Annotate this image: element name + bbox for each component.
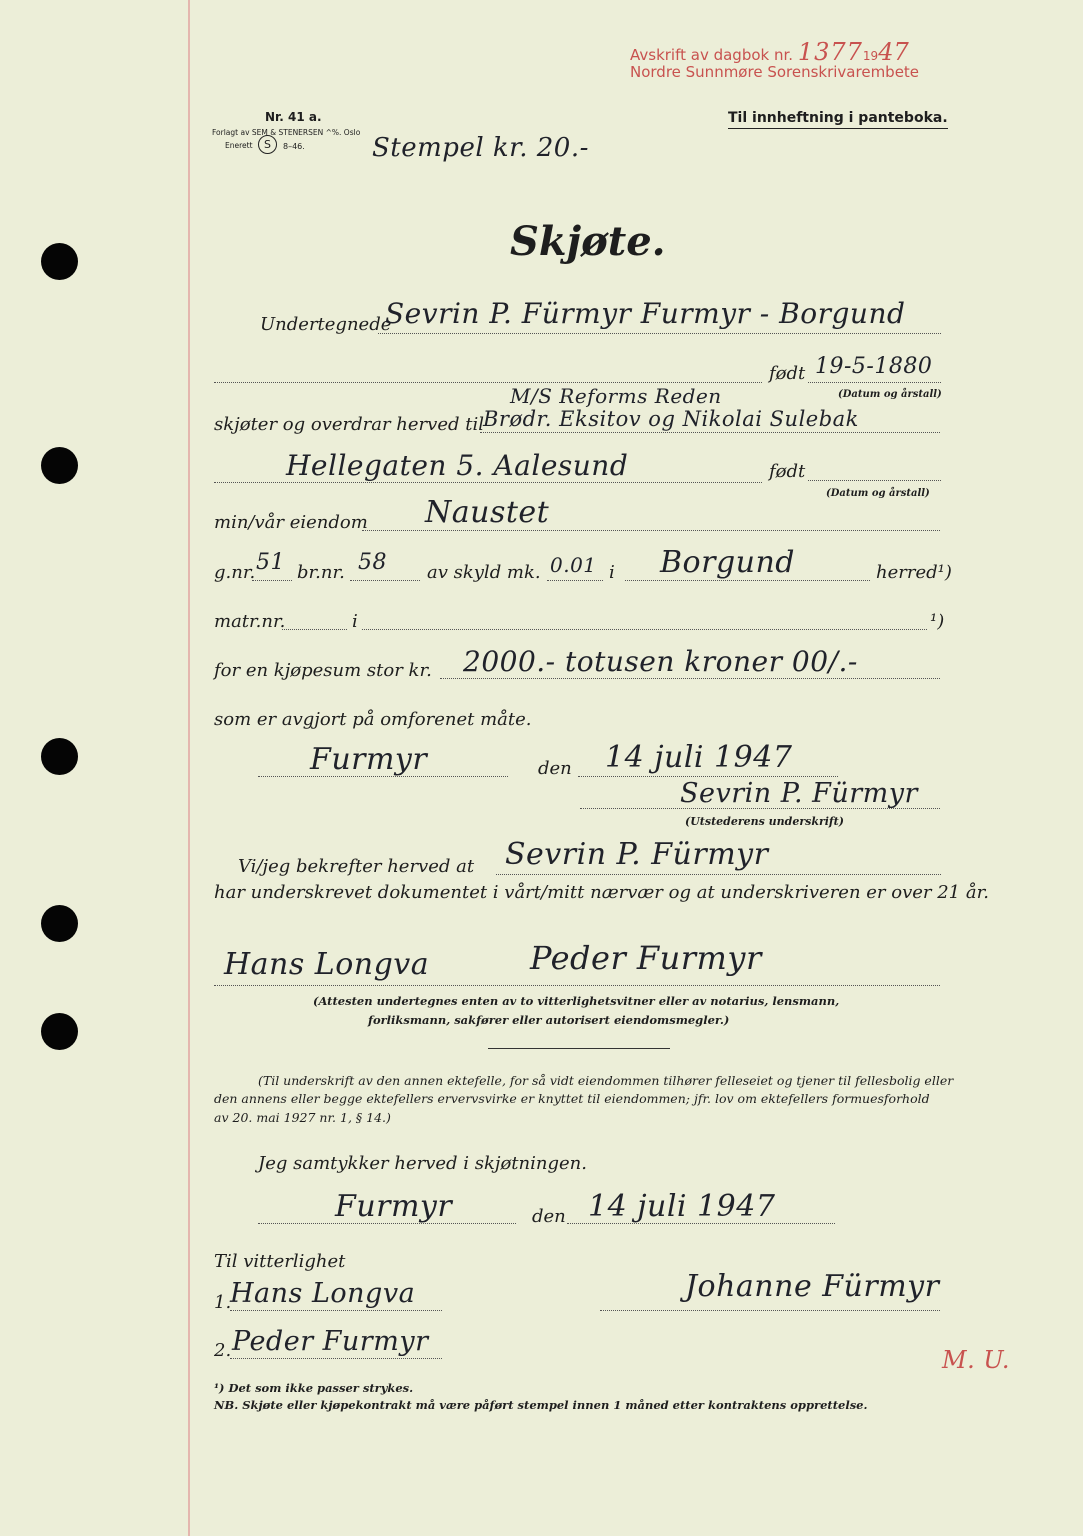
dotted-line (252, 580, 292, 581)
dotted-line (214, 382, 762, 383)
i-label: i (609, 562, 615, 583)
eiendom-label: min/vår eiendom (214, 512, 368, 533)
punch-hole (41, 905, 78, 942)
dotted-line (362, 530, 940, 531)
consent-witness1: Hans Longva (230, 1278, 416, 1309)
attest-note2: forliksmann, sakfører eller autorisert eiendomsmegler.) (368, 1013, 730, 1027)
dotted-line (578, 776, 838, 777)
witness2-signature: Peder Furmyr (530, 939, 762, 977)
attest-note1: (Attesten undertegnes enten av to vitterlighetsvitner eller av notarius, lensmann, (313, 994, 840, 1008)
den-label: den (538, 758, 572, 779)
fodt-label: født (769, 363, 806, 384)
property-name: Naustet (425, 495, 550, 530)
dotted-line (378, 333, 941, 334)
witness-num-1: 1. (214, 1292, 232, 1313)
dotted-line (282, 629, 347, 630)
dotted-line (214, 985, 940, 986)
form-edition: 8–46. (283, 142, 305, 151)
witness-num-2: 2. (214, 1340, 232, 1361)
dotted-line (214, 482, 762, 483)
dotted-line (808, 480, 941, 481)
section-divider (488, 1048, 670, 1049)
dotted-line (600, 1310, 940, 1311)
form-number: Nr. 41 a. (265, 110, 322, 124)
skjoter-label: skjøter og overdrar herved til (214, 414, 484, 435)
spouse-note1: (Til underskrift av den annen ektefelle, for så vidt eiendommen tilhører felleseiet og tjener til fellesbolig eller (258, 1073, 954, 1088)
undertegnede-label: Undertegnede (260, 314, 392, 335)
brnr-value: 58 (358, 550, 387, 575)
dotted-line (480, 432, 940, 433)
dotted-line (230, 1358, 442, 1359)
sign-date: 14 juli 1947 (605, 740, 793, 775)
binding-note: Til innheftning i panteboka. (728, 110, 948, 129)
attest-name: Sevrin P. Fürmyr (505, 837, 769, 872)
fodt-label-2: født (769, 461, 806, 482)
seller-birthdate: 19-5-1880 (815, 354, 933, 379)
herred-label: herred¹) (876, 562, 952, 583)
sign-place: Furmyr (310, 742, 428, 777)
spouse-signature: Johanne Fürmyr (685, 1269, 940, 1304)
punch-hole (41, 738, 78, 775)
registry-stamp-line1: Avskrift av dagbok nr. 13771947 (630, 38, 909, 66)
registry-stamp-line2: Nordre Sunnmøre Sorenskrivarembete (630, 63, 920, 81)
dotted-line (547, 580, 603, 581)
herred-value: Borgund (660, 545, 795, 580)
dotted-line (440, 678, 940, 679)
publisher-logo-icon: S (258, 135, 277, 154)
vitterlighet-label: Til vitterlighet (214, 1251, 346, 1272)
matr-i-label: i (352, 611, 358, 632)
punch-hole (41, 1013, 78, 1050)
journal-number: 1377 (797, 38, 863, 66)
datum-label: (Datum og årstall) (838, 389, 942, 400)
matr-label: matr.nr. (214, 611, 286, 632)
spouse-note2: den annens eller begge ektefellers ervervsvirke er knyttet til eiendommen; jfr. lov om ektefellers formuesforhold (214, 1091, 930, 1106)
buyer-line1: M/S Reforms Reden (510, 384, 722, 408)
document-title: Skjøte. (510, 218, 666, 265)
punch-hole (41, 447, 78, 484)
gnr-label: g.nr. (214, 562, 256, 583)
dotted-line (362, 629, 927, 630)
consent-date: 14 juli 1947 (588, 1189, 776, 1224)
spouse-note3: av 20. mai 1927 nr. 1, § 14.) (214, 1110, 391, 1125)
red-initials: M. U. (942, 1346, 1010, 1374)
skyld-label: av skyld mk. (427, 562, 541, 583)
consent-witness2: Peder Furmyr (232, 1326, 429, 1357)
attest-label: Vi/jeg bekrefter herved at (238, 856, 475, 877)
buyer-line2: Brødr. Eksitov og Nikolai Sulebak (483, 407, 859, 431)
datum-label-2: (Datum og årstall) (826, 488, 930, 499)
skyld-value: 0.01 (550, 553, 597, 577)
purchase-price: 2000.- totusen kroner 00/.- (463, 645, 858, 678)
avgjort-text: som er avgjort på omforenet måte. (214, 709, 532, 730)
seller-signature: Sevrin P. Fürmyr (680, 778, 918, 809)
attest-line2: har underskrevet dokumentet i vårt/mitt nærvær og at underskriveren er over 21 år. (214, 882, 989, 903)
footnote-1: ¹) Det som ikke passer strykes. (214, 1381, 414, 1395)
witness1-signature: Hans Longva (224, 947, 430, 982)
dotted-line (496, 874, 941, 875)
margin-line (188, 0, 190, 1536)
footnote-2: NB. Skjøte eller kjøpekontrakt må være påført stempel innen 1 måned etter kontraktens opprettelse. (214, 1398, 868, 1412)
gnr-value: 51 (256, 550, 285, 575)
punch-hole (41, 243, 78, 280)
brnr-label: br.nr. (297, 562, 345, 583)
matr-end: ¹) (930, 611, 945, 632)
consent-text: Jeg samtykker herved i skjøtningen. (258, 1153, 587, 1174)
kjopesum-label: for en kjøpesum stor kr. (214, 660, 432, 681)
publisher: Forlagt av SEM & STENERSEN ^%. Oslo (212, 128, 361, 137)
dotted-line (230, 1310, 442, 1311)
seller-name: Sevrin P. Fürmyr Furmyr - Borgund (385, 297, 906, 330)
dotted-line (625, 580, 870, 581)
consent-place: Furmyr (335, 1189, 453, 1224)
eneret-label: Enerett (225, 141, 253, 150)
buyer-address: Hellegaten 5. Aalesund (286, 449, 629, 482)
consent-den-label: den (532, 1206, 566, 1227)
dotted-line (350, 580, 420, 581)
dotted-line (808, 382, 941, 383)
journal-year: 47 (878, 38, 909, 66)
stempel-note: Stempel kr. 20.- (372, 133, 589, 163)
utsteder-label: (Utstederens underskrift) (685, 815, 844, 828)
